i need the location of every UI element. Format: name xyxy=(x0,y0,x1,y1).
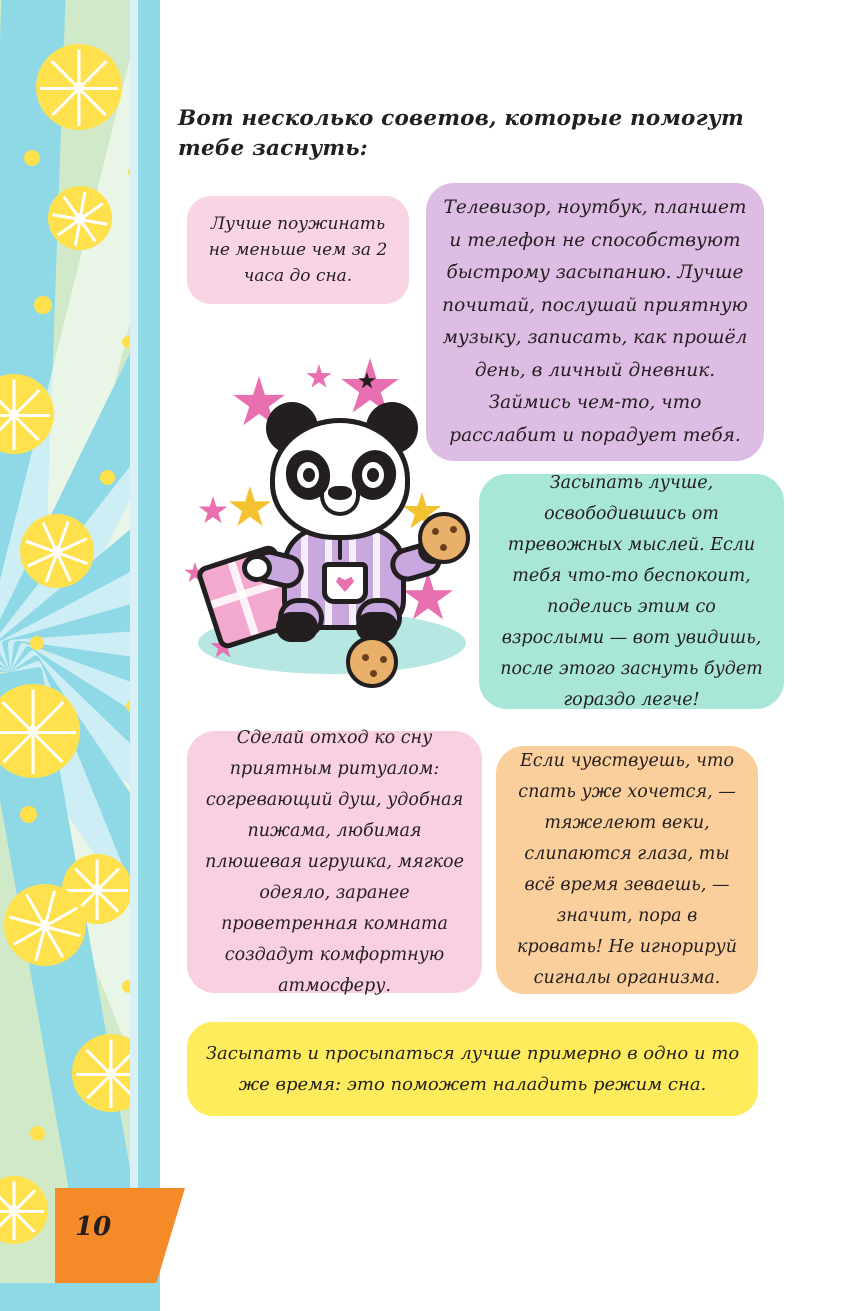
cookie-icon xyxy=(418,512,470,564)
lemon-slice-icon xyxy=(24,518,90,584)
tip-bubble-ritual: Сделай отход ко сну приятным ритуалом: согревающий душ, удобная пижама, любимая плюшевая игрушка, мягкое одеяло, заранее проветренная комната создадут комфортную атмосферу. xyxy=(187,731,482,993)
tip-bubble-signals: Если чувствуешь, что спать уже хочется, — тяжелеют веки, слипаются глаза, ты всё время зеваешь, — значит, пора в кровать! Не игнорируй сигналы организма. xyxy=(496,746,758,994)
band-inner-edge xyxy=(130,0,138,1311)
steam-icon xyxy=(338,538,342,560)
panda-pupil-left xyxy=(303,468,315,482)
band-bottom-strip xyxy=(0,1283,160,1311)
page-number: 10 xyxy=(75,1212,112,1242)
decor-dot xyxy=(34,296,52,314)
panda-paw-left xyxy=(242,554,272,582)
lemon-slice-icon xyxy=(8,888,82,962)
star-icon xyxy=(198,496,228,526)
tip-bubble-screens: Телевизор, ноутбук, планшет и телефон не способствуют быстрому засыпанию. Лучше почитай, послушай приятную музыку, записать, как прошёл день, в личный дневник. Займись чем-то, что расслабит и порадует тебя. xyxy=(426,183,764,461)
decor-dot xyxy=(100,470,115,485)
decor-dot xyxy=(24,150,40,166)
panda-foot-left xyxy=(276,612,318,642)
decor-dot xyxy=(30,636,44,650)
tip-bubble-worries: Засыпать лучше, освободившись от тревожных мыслей. Если тебя что-то беспокоит, поделись этим со взрослыми — вот увидишь, после этого заснуть будет гораздо легче! xyxy=(479,474,784,709)
page-content xyxy=(160,0,844,1311)
page-title: Вот несколько советов, которые помогут тебе заснуть: xyxy=(178,106,744,161)
panda-illustration xyxy=(170,340,500,730)
decor-dot xyxy=(20,806,37,823)
star-icon xyxy=(306,364,332,390)
decorative-side-band xyxy=(0,0,160,1311)
lemon-slice-icon xyxy=(52,190,108,246)
panda-nose xyxy=(328,486,352,500)
tip-bubble-dinner: Лучше поужинать не меньше чем за 2 часа до сна. xyxy=(187,196,409,304)
lemon-slice-icon xyxy=(40,48,118,126)
panda-pupil-right xyxy=(367,468,379,482)
star-icon xyxy=(228,486,272,530)
cookie-icon xyxy=(346,636,398,688)
decor-dot xyxy=(30,1126,45,1141)
tip-bubble-schedule: Засыпать и просыпаться лучше примерно в одно и то же время: это поможет наладить режим сна. xyxy=(187,1022,758,1116)
band-outer-edge xyxy=(138,0,160,1311)
lemon-slice-icon xyxy=(0,688,76,774)
